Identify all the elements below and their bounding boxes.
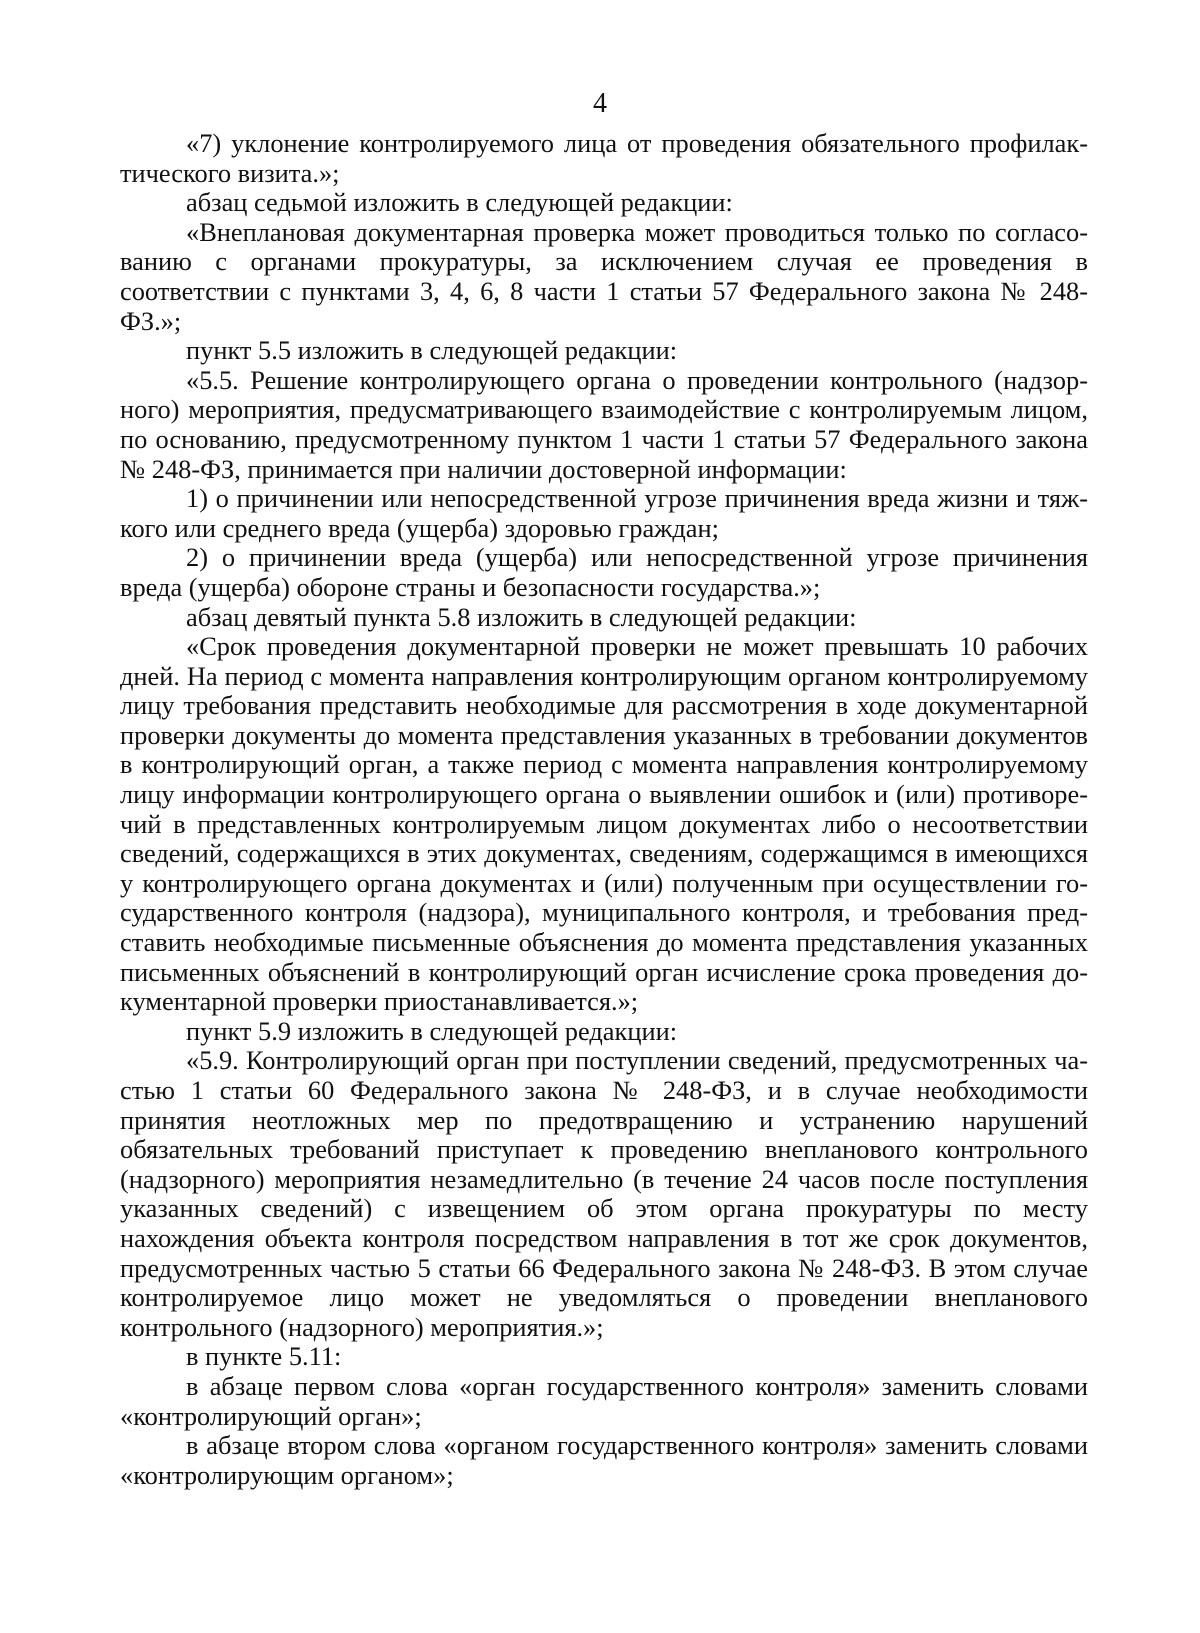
- paragraph-punkt-5-5-intro: пункт 5.5 изложить в следующей редакции:: [186, 335, 678, 366]
- page-number: 4: [593, 88, 607, 119]
- paragraph-punkt-5-5: «5.5. Решение контролирующего органа о проведении контрольного (надзорного) мероприятия, предусматривающего взаимодействие с контролируемым лицом, по основанию, предусмотренному пунктом 1 части 1 статьи 57 Федерального закона № 248-ФЗ, принимается при наличии достоверной информации:: [120, 364, 1088, 484]
- paragraph-item-7-end: «7) уклонение контролируемого лица от проведения обязательного профилактического визита.»;: [120, 128, 1088, 188]
- paragraph-subitem-1: 1) о причинении или непосредственной угрозе причинения вреда жизни и тяжкого или среднего вреда (ущерба) здоровью граждан;: [120, 483, 1088, 543]
- paragraph-punkt-5-9-intro: пункт 5.9 изложить в следующей редакции:: [186, 1015, 678, 1046]
- paragraph-abzac-vtoroy: в абзаце втором слова «органом государственного контроля» заменить словами «контролирующим органом»;: [120, 1430, 1088, 1490]
- paragraph-srok-proverki: «Срок проведения документарной проверки не может превышать 10 рабочих дней. На период с момента направления контролирующим органом контролируемому лицу требования представить необходимые для рассмотрения в ходе документарной проверки документы до момента представления указанных в требовании документов в контролирующий орган, а также период с момента направления контролируемому лицу информации контролирующего органа о выявлении ошибок и (или) противоречий в представленных контролируемым лицом документах либо о несоответствии сведений, содержащихся в этих документах, сведениям, содержащимся в имеющихся у контролирующего органа документах и (или) полученным при осуществлении государственного контроля (надзора), муниципального контроля, и требования представить необходимые письменные объяснения до момента представления указанных письменных объяснений в контролирующий орган исчисление срока проведения документарной проверки приостанавливается.»;: [120, 631, 1088, 1017]
- paragraph-subitem-2: 2) о причинении вреда (ущерба) или непосредственной угрозе причинения вреда (ущерба) обороне страны и безопасности государства.»;: [120, 542, 1088, 602]
- paragraph-abzac-perviy: в абзаце первом слова «орган государственного контроля» заменить словами «контролирующий орган»;: [120, 1370, 1088, 1431]
- paragraph-vneplanovaya-proverka: «Внеплановая документарная проверка может проводиться только по согласованию с органами прокуратуры, за исключением случая ее проведения в соответствии с пунктами 3, 4, 6, 8 части 1 статьи 57 Федерального закона № 248-ФЗ.»;: [120, 216, 1088, 336]
- paragraph-punkt-5-9: «5.9. Контролирующий орган при поступлении сведений, предусмотренных частью 1 статьи 60 Федерального закона № 248-ФЗ, и в случае необходимости принятия неотложных мер по предотвращению и устранению нарушений обязательных требований приступает к проведению внепланового контрольного (надзорного) мероприятия незамедлительно (в течение 24 часов после поступления указанных сведений) с извещением об этом органа прокуратуры по месту нахождения объекта контроля посредством направления в тот же срок документов, предусмотренных частью 5 статьи 66 Федерального закона № 248-ФЗ. В этом случае контролируемое лицо может не уведомляться о проведении внепланового контрольного (надзорного) мероприятия.»;: [120, 1045, 1088, 1342]
- paragraph-abzac-sedmoy-intro: абзац седьмой изложить в следующей редакции:: [186, 187, 733, 218]
- document-body: [120, 129, 1088, 1490]
- paragraph-punkt-5-8-intro: абзац девятый пункта 5.8 изложить в следующей редакции:: [186, 601, 857, 632]
- paragraph-punkt-5-11-intro: в пункте 5.11:: [186, 1341, 342, 1372]
